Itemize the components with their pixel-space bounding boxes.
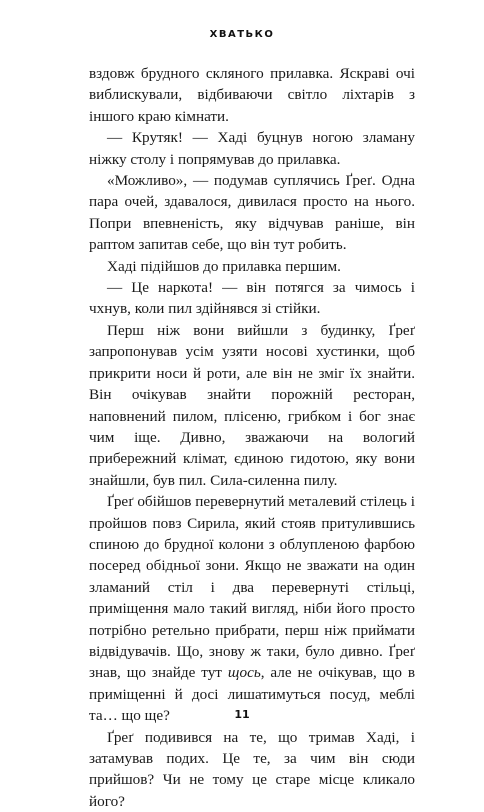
body-text	[89, 63, 415, 812]
paragraph-8: Ґреґ подивився на те, що тримав Хаді, і затамував подих. Це те, за чим він сюди прийшов? Чи не тому це старе місце кликало його?	[89, 728, 415, 810]
paragraph-5: — Це наркота! — він потягся за чимось і чхнув, коли пил здійнявся зі стійки.	[89, 279, 415, 318]
paragraph-7-emphasis: щось	[227, 664, 261, 682]
paragraph-4: Хаді підійшов до прилавка першим.	[107, 257, 341, 275]
paragraph-1: вздовж брудного скляного прилавка. Яскраві очі виблискували, відбиваючи світло ліхтарів з іншого краю кімнати.	[89, 65, 415, 125]
page-number: 11	[234, 708, 250, 721]
running-head: ХВАТЬКО	[209, 29, 275, 40]
paragraph-6: Перш ніж вони вийшли з будинку, Ґреґ запропонував усім узяти носові хустинки, щоб прикрити носи й роти, але він не зміг їх знайти. Він очікував знайти порожній ресторан, наповнений пилом, плісеню, грибком і бог знає чим іще. Дивно, зважаючи на вологий прибережний клімат, єдиною гидотою, яку вони знайшли, був пил. Сила-силенна пилу.	[89, 321, 415, 489]
paragraph-7	[89, 491, 415, 726]
paragraph-2: — Крутяк! — Хаді буцнув ногою зламану ніжку столу і попрямував до прилавка.	[89, 129, 415, 168]
paragraph-7-text-after: , але не очікував, що в приміщенні й досі лишатимуться посуд, меблі та… що ще?	[89, 664, 415, 725]
paragraph-3: «Можливо», — подумав суплячись Ґреґ. Одна пара очей, здавалося, дивилася просто на нього. Попри впевненість, яку відчував раніше, він раптом запитав себе, що він тут робить.	[89, 172, 415, 254]
paragraph-7-text: Ґреґ обійшов перевернутий металевий стілець і пройшов повз Сирила, який стояв притулившись спиною до брудної колони з облупленою фарбою посеред обідньої зони. Якщо не зважати на один зламаний стіл і два перевернуті стільці, приміщення мало такий вигляд, ніби його просто потрібно ретельно прибрати, перш ніж приймати відвідувачів. Що, знову ж таки, було дивно. Ґреґ знав, що знайде тут	[89, 493, 415, 682]
